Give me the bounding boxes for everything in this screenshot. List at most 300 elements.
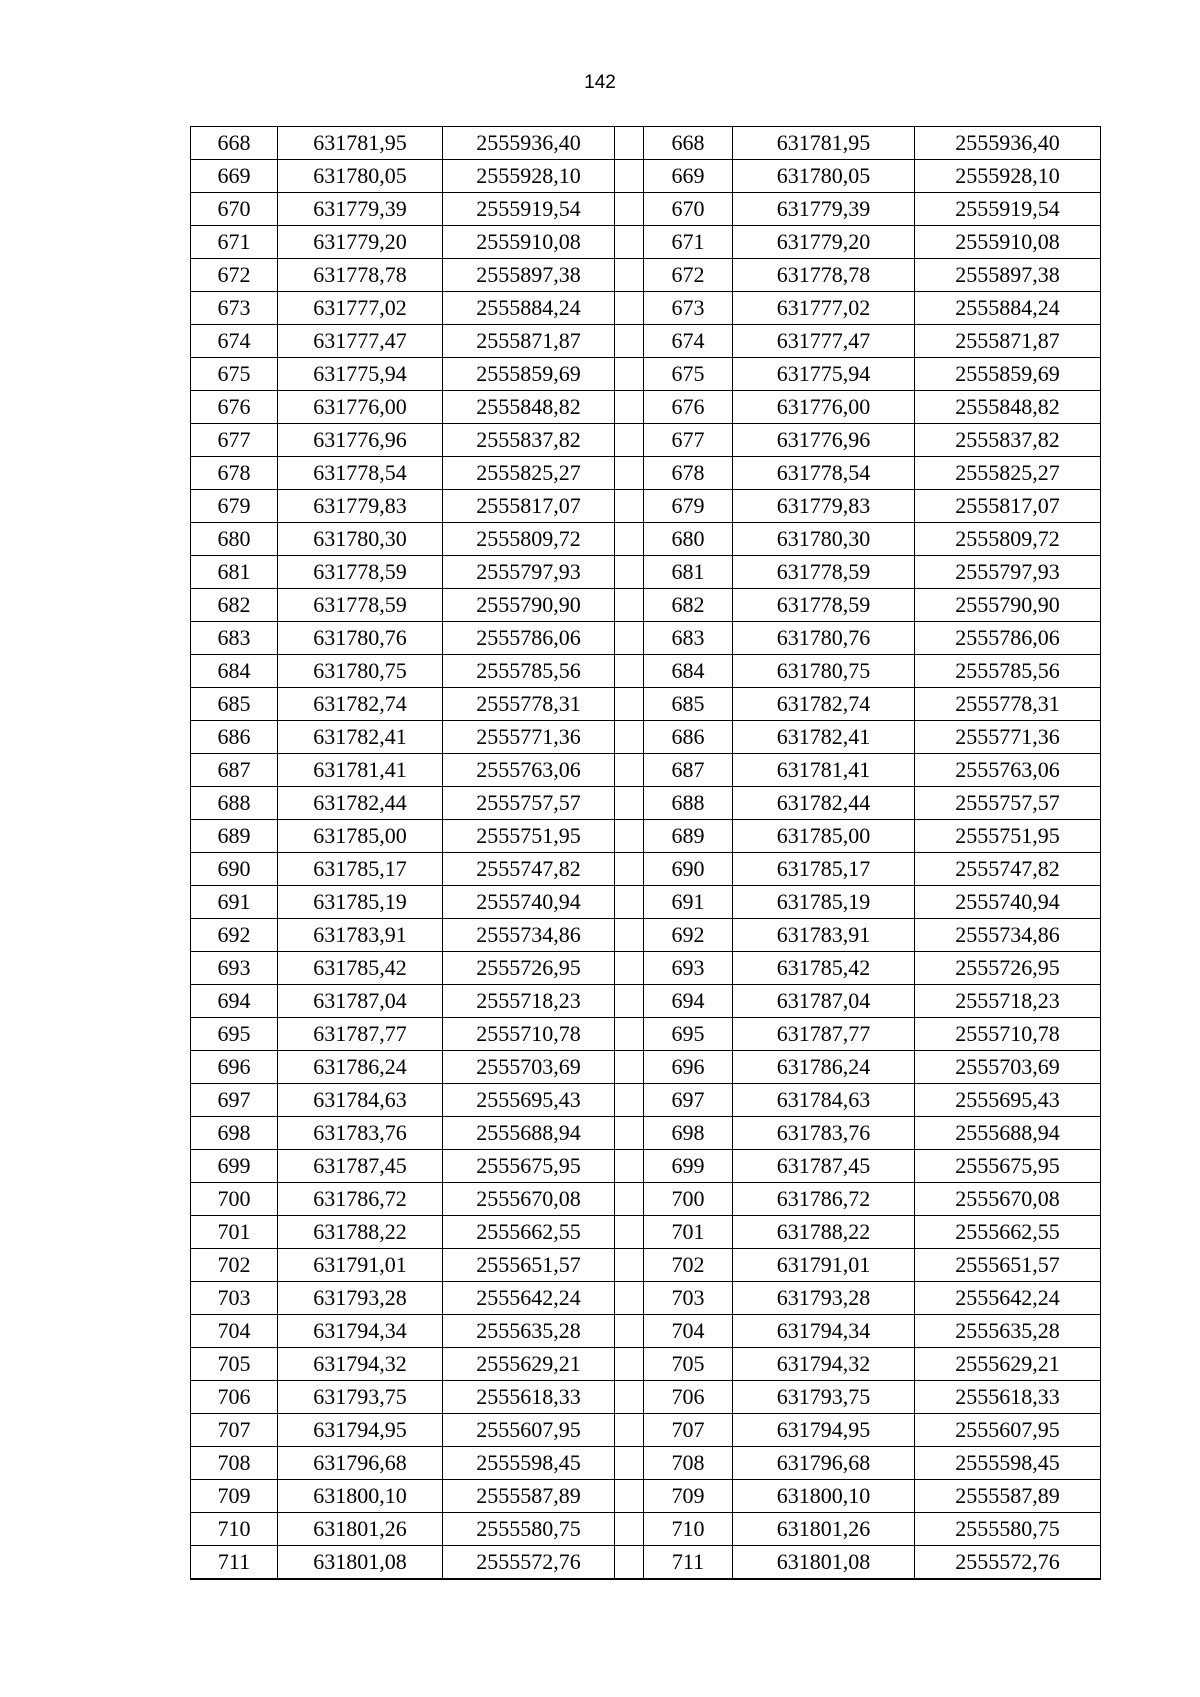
point-number-cell: 674 <box>191 325 278 358</box>
point-number-cell-right: 683 <box>644 622 733 655</box>
x-coordinate-cell-right: 631794,32 <box>733 1348 915 1381</box>
table-row <box>191 919 1101 952</box>
point-number-cell: 689 <box>191 820 278 853</box>
x-coordinate-cell-right: 631780,30 <box>733 523 915 556</box>
y-coordinate-cell-right: 2555703,69 <box>915 1051 1101 1084</box>
coordinates-table <box>190 126 1101 1580</box>
empty-separator-cell <box>615 226 644 259</box>
point-number-cell: 676 <box>191 391 278 424</box>
x-coordinate-cell: 631779,39 <box>278 193 443 226</box>
x-coordinate-cell-right: 631776,96 <box>733 424 915 457</box>
empty-separator-cell <box>615 259 644 292</box>
point-number-cell-right: 681 <box>644 556 733 589</box>
point-number-cell-right: 689 <box>644 820 733 853</box>
x-coordinate-cell-right: 631777,02 <box>733 292 915 325</box>
table-row <box>191 292 1101 325</box>
point-number-cell: 698 <box>191 1117 278 1150</box>
table-row <box>191 1480 1101 1513</box>
y-coordinate-cell-right: 2555809,72 <box>915 523 1101 556</box>
table-row <box>191 259 1101 292</box>
point-number-cell-right: 679 <box>644 490 733 523</box>
table-row <box>191 787 1101 820</box>
point-number-cell: 677 <box>191 424 278 457</box>
x-coordinate-cell: 631778,59 <box>278 556 443 589</box>
table-row <box>191 325 1101 358</box>
empty-separator-cell <box>615 1150 644 1183</box>
empty-separator-cell <box>615 1447 644 1480</box>
y-coordinate-cell: 2555786,06 <box>443 622 615 655</box>
point-number-cell-right: 706 <box>644 1381 733 1414</box>
x-coordinate-cell: 631784,63 <box>278 1084 443 1117</box>
table-row <box>191 1117 1101 1150</box>
x-coordinate-cell-right: 631779,39 <box>733 193 915 226</box>
point-number-cell: 690 <box>191 853 278 886</box>
y-coordinate-cell-right: 2555710,78 <box>915 1018 1101 1051</box>
empty-separator-cell <box>615 985 644 1018</box>
y-coordinate-cell: 2555747,82 <box>443 853 615 886</box>
empty-separator-cell <box>615 853 644 886</box>
x-coordinate-cell: 631782,74 <box>278 688 443 721</box>
y-coordinate-cell: 2555710,78 <box>443 1018 615 1051</box>
empty-separator-cell <box>615 424 644 457</box>
x-coordinate-cell-right: 631778,54 <box>733 457 915 490</box>
point-number-cell: 691 <box>191 886 278 919</box>
point-number-cell-right: 692 <box>644 919 733 952</box>
table-row <box>191 1084 1101 1117</box>
page-number: 142 <box>584 72 616 93</box>
x-coordinate-cell: 631778,59 <box>278 589 443 622</box>
y-coordinate-cell-right: 2555726,95 <box>915 952 1101 985</box>
y-coordinate-cell: 2555785,56 <box>443 655 615 688</box>
y-coordinate-cell: 2555587,89 <box>443 1480 615 1513</box>
y-coordinate-cell-right: 2555936,40 <box>915 127 1101 160</box>
table-row <box>191 1447 1101 1480</box>
y-coordinate-cell-right: 2555662,55 <box>915 1216 1101 1249</box>
x-coordinate-cell-right: 631781,95 <box>733 127 915 160</box>
y-coordinate-cell: 2555572,76 <box>443 1546 615 1580</box>
point-number-cell-right: 694 <box>644 985 733 1018</box>
x-coordinate-cell: 631780,75 <box>278 655 443 688</box>
y-coordinate-cell-right: 2555598,45 <box>915 1447 1101 1480</box>
y-coordinate-cell: 2555797,93 <box>443 556 615 589</box>
x-coordinate-cell: 631794,95 <box>278 1414 443 1447</box>
y-coordinate-cell-right: 2555734,86 <box>915 919 1101 952</box>
table-row <box>191 358 1101 391</box>
y-coordinate-cell-right: 2555618,33 <box>915 1381 1101 1414</box>
x-coordinate-cell-right: 631779,20 <box>733 226 915 259</box>
table-row <box>191 1018 1101 1051</box>
table-row <box>191 886 1101 919</box>
y-coordinate-cell-right: 2555757,57 <box>915 787 1101 820</box>
empty-separator-cell <box>615 820 644 853</box>
point-number-cell-right: 709 <box>644 1480 733 1513</box>
x-coordinate-cell-right: 631787,04 <box>733 985 915 1018</box>
x-coordinate-cell: 631794,32 <box>278 1348 443 1381</box>
x-coordinate-cell-right: 631775,94 <box>733 358 915 391</box>
y-coordinate-cell-right: 2555695,43 <box>915 1084 1101 1117</box>
x-coordinate-cell-right: 631780,76 <box>733 622 915 655</box>
point-number-cell: 708 <box>191 1447 278 1480</box>
point-number-cell: 684 <box>191 655 278 688</box>
empty-separator-cell <box>615 292 644 325</box>
point-number-cell-right: 701 <box>644 1216 733 1249</box>
point-number-cell-right: 690 <box>644 853 733 886</box>
empty-separator-cell <box>615 358 644 391</box>
point-number-cell: 687 <box>191 754 278 787</box>
y-coordinate-cell-right: 2555778,31 <box>915 688 1101 721</box>
y-coordinate-cell: 2555848,82 <box>443 391 615 424</box>
y-coordinate-cell: 2555695,43 <box>443 1084 615 1117</box>
empty-separator-cell <box>615 688 644 721</box>
table-row <box>191 193 1101 226</box>
y-coordinate-cell: 2555718,23 <box>443 985 615 1018</box>
empty-separator-cell <box>615 1381 644 1414</box>
y-coordinate-cell: 2555884,24 <box>443 292 615 325</box>
y-coordinate-cell-right: 2555848,82 <box>915 391 1101 424</box>
x-coordinate-cell: 631782,44 <box>278 787 443 820</box>
y-coordinate-cell: 2555642,24 <box>443 1282 615 1315</box>
point-number-cell-right: 705 <box>644 1348 733 1381</box>
point-number-cell-right: 696 <box>644 1051 733 1084</box>
table-row <box>191 1546 1101 1580</box>
point-number-cell-right: 670 <box>644 193 733 226</box>
x-coordinate-cell: 631788,22 <box>278 1216 443 1249</box>
table-row <box>191 127 1101 160</box>
y-coordinate-cell-right: 2555928,10 <box>915 160 1101 193</box>
x-coordinate-cell: 631800,10 <box>278 1480 443 1513</box>
x-coordinate-cell: 631793,75 <box>278 1381 443 1414</box>
empty-separator-cell <box>615 325 644 358</box>
x-coordinate-cell: 631775,94 <box>278 358 443 391</box>
y-coordinate-cell: 2555910,08 <box>443 226 615 259</box>
empty-separator-cell <box>615 589 644 622</box>
table-row <box>191 160 1101 193</box>
point-number-cell-right: 671 <box>644 226 733 259</box>
y-coordinate-cell: 2555734,86 <box>443 919 615 952</box>
x-coordinate-cell-right: 631794,95 <box>733 1414 915 1447</box>
x-coordinate-cell-right: 631779,83 <box>733 490 915 523</box>
table-row <box>191 589 1101 622</box>
x-coordinate-cell: 631780,76 <box>278 622 443 655</box>
point-number-cell-right: 708 <box>644 1447 733 1480</box>
point-number-cell-right: 686 <box>644 721 733 754</box>
point-number-cell-right: 677 <box>644 424 733 457</box>
x-coordinate-cell: 631782,41 <box>278 721 443 754</box>
point-number-cell-right: 691 <box>644 886 733 919</box>
empty-separator-cell <box>615 1216 644 1249</box>
x-coordinate-cell: 631787,77 <box>278 1018 443 1051</box>
x-coordinate-cell: 631776,96 <box>278 424 443 457</box>
x-coordinate-cell: 631778,78 <box>278 259 443 292</box>
y-coordinate-cell: 2555703,69 <box>443 1051 615 1084</box>
x-coordinate-cell-right: 631786,24 <box>733 1051 915 1084</box>
point-number-cell: 685 <box>191 688 278 721</box>
x-coordinate-cell: 631785,42 <box>278 952 443 985</box>
point-number-cell: 696 <box>191 1051 278 1084</box>
table-row <box>191 424 1101 457</box>
table-row <box>191 853 1101 886</box>
coordinates-table-body <box>191 127 1101 1580</box>
point-number-cell: 707 <box>191 1414 278 1447</box>
x-coordinate-cell-right: 631791,01 <box>733 1249 915 1282</box>
x-coordinate-cell-right: 631785,17 <box>733 853 915 886</box>
point-number-cell: 710 <box>191 1513 278 1546</box>
point-number-cell: 668 <box>191 127 278 160</box>
point-number-cell-right: 703 <box>644 1282 733 1315</box>
x-coordinate-cell-right: 631801,08 <box>733 1546 915 1580</box>
x-coordinate-cell: 631786,72 <box>278 1183 443 1216</box>
point-number-cell: 669 <box>191 160 278 193</box>
point-number-cell: 705 <box>191 1348 278 1381</box>
empty-separator-cell <box>615 754 644 787</box>
table-row <box>191 952 1101 985</box>
table-row <box>191 655 1101 688</box>
y-coordinate-cell: 2555809,72 <box>443 523 615 556</box>
x-coordinate-cell-right: 631776,00 <box>733 391 915 424</box>
x-coordinate-cell-right: 631785,00 <box>733 820 915 853</box>
y-coordinate-cell: 2555580,75 <box>443 1513 615 1546</box>
y-coordinate-cell-right: 2555572,76 <box>915 1546 1101 1580</box>
y-coordinate-cell: 2555859,69 <box>443 358 615 391</box>
y-coordinate-cell-right: 2555675,95 <box>915 1150 1101 1183</box>
point-number-cell-right: 685 <box>644 688 733 721</box>
y-coordinate-cell: 2555936,40 <box>443 127 615 160</box>
empty-separator-cell <box>615 1018 644 1051</box>
x-coordinate-cell: 631785,00 <box>278 820 443 853</box>
y-coordinate-cell: 2555618,33 <box>443 1381 615 1414</box>
table-row <box>191 721 1101 754</box>
table-row <box>191 1216 1101 1249</box>
y-coordinate-cell: 2555825,27 <box>443 457 615 490</box>
point-number-cell-right: 684 <box>644 655 733 688</box>
x-coordinate-cell: 631793,28 <box>278 1282 443 1315</box>
table-row <box>191 754 1101 787</box>
x-coordinate-cell: 631776,00 <box>278 391 443 424</box>
x-coordinate-cell: 631791,01 <box>278 1249 443 1282</box>
y-coordinate-cell-right: 2555884,24 <box>915 292 1101 325</box>
point-number-cell: 673 <box>191 292 278 325</box>
empty-separator-cell <box>615 655 644 688</box>
point-number-cell: 683 <box>191 622 278 655</box>
x-coordinate-cell: 631785,17 <box>278 853 443 886</box>
point-number-cell: 700 <box>191 1183 278 1216</box>
empty-separator-cell <box>615 1051 644 1084</box>
x-coordinate-cell-right: 631801,26 <box>733 1513 915 1546</box>
y-coordinate-cell-right: 2555651,57 <box>915 1249 1101 1282</box>
point-number-cell-right: 702 <box>644 1249 733 1282</box>
y-coordinate-cell-right: 2555859,69 <box>915 358 1101 391</box>
x-coordinate-cell-right: 631780,05 <box>733 160 915 193</box>
x-coordinate-cell: 631785,19 <box>278 886 443 919</box>
point-number-cell-right: 672 <box>644 259 733 292</box>
point-number-cell-right: 707 <box>644 1414 733 1447</box>
y-coordinate-cell-right: 2555747,82 <box>915 853 1101 886</box>
point-number-cell-right: 675 <box>644 358 733 391</box>
x-coordinate-cell: 631780,05 <box>278 160 443 193</box>
point-number-cell-right: 678 <box>644 457 733 490</box>
table-row <box>191 1051 1101 1084</box>
x-coordinate-cell-right: 631782,74 <box>733 688 915 721</box>
point-number-cell: 711 <box>191 1546 278 1580</box>
x-coordinate-cell-right: 631800,10 <box>733 1480 915 1513</box>
point-number-cell: 672 <box>191 259 278 292</box>
y-coordinate-cell-right: 2555607,95 <box>915 1414 1101 1447</box>
y-coordinate-cell-right: 2555718,23 <box>915 985 1101 1018</box>
point-number-cell-right: 700 <box>644 1183 733 1216</box>
point-number-cell: 675 <box>191 358 278 391</box>
table-row <box>191 226 1101 259</box>
table-row <box>191 622 1101 655</box>
y-coordinate-cell-right: 2555897,38 <box>915 259 1101 292</box>
point-number-cell: 692 <box>191 919 278 952</box>
point-number-cell-right: 697 <box>644 1084 733 1117</box>
y-coordinate-cell: 2555629,21 <box>443 1348 615 1381</box>
table-row <box>191 1150 1101 1183</box>
point-number-cell: 682 <box>191 589 278 622</box>
point-number-cell: 680 <box>191 523 278 556</box>
y-coordinate-cell-right: 2555751,95 <box>915 820 1101 853</box>
x-coordinate-cell: 631783,91 <box>278 919 443 952</box>
point-number-cell-right: 688 <box>644 787 733 820</box>
empty-separator-cell <box>615 1546 644 1580</box>
table-row <box>191 688 1101 721</box>
empty-separator-cell <box>615 127 644 160</box>
empty-separator-cell <box>615 490 644 523</box>
x-coordinate-cell-right: 631778,78 <box>733 259 915 292</box>
y-coordinate-cell-right: 2555642,24 <box>915 1282 1101 1315</box>
y-coordinate-cell-right: 2555635,28 <box>915 1315 1101 1348</box>
empty-separator-cell <box>615 1117 644 1150</box>
x-coordinate-cell: 631779,20 <box>278 226 443 259</box>
x-coordinate-cell: 631786,24 <box>278 1051 443 1084</box>
empty-separator-cell <box>615 457 644 490</box>
point-number-cell-right: 682 <box>644 589 733 622</box>
point-number-cell: 686 <box>191 721 278 754</box>
empty-separator-cell <box>615 193 644 226</box>
table-row <box>191 985 1101 1018</box>
empty-separator-cell <box>615 622 644 655</box>
point-number-cell-right: 687 <box>644 754 733 787</box>
y-coordinate-cell: 2555740,94 <box>443 886 615 919</box>
y-coordinate-cell-right: 2555837,82 <box>915 424 1101 457</box>
x-coordinate-cell: 631781,41 <box>278 754 443 787</box>
y-coordinate-cell: 2555635,28 <box>443 1315 615 1348</box>
point-number-cell-right: 710 <box>644 1513 733 1546</box>
y-coordinate-cell-right: 2555587,89 <box>915 1480 1101 1513</box>
point-number-cell-right: 695 <box>644 1018 733 1051</box>
point-number-cell-right: 698 <box>644 1117 733 1150</box>
x-coordinate-cell: 631787,45 <box>278 1150 443 1183</box>
point-number-cell: 701 <box>191 1216 278 1249</box>
x-coordinate-cell-right: 631782,41 <box>733 721 915 754</box>
x-coordinate-cell-right: 631778,59 <box>733 556 915 589</box>
y-coordinate-cell: 2555651,57 <box>443 1249 615 1282</box>
empty-separator-cell <box>615 1249 644 1282</box>
y-coordinate-cell: 2555817,07 <box>443 490 615 523</box>
table-row <box>191 490 1101 523</box>
point-number-cell: 694 <box>191 985 278 1018</box>
y-coordinate-cell-right: 2555871,87 <box>915 325 1101 358</box>
x-coordinate-cell-right: 631796,68 <box>733 1447 915 1480</box>
y-coordinate-cell: 2555688,94 <box>443 1117 615 1150</box>
point-number-cell: 706 <box>191 1381 278 1414</box>
y-coordinate-cell: 2555871,87 <box>443 325 615 358</box>
point-number-cell: 695 <box>191 1018 278 1051</box>
y-coordinate-cell-right: 2555797,93 <box>915 556 1101 589</box>
point-number-cell: 670 <box>191 193 278 226</box>
x-coordinate-cell-right: 631793,28 <box>733 1282 915 1315</box>
x-coordinate-cell: 631801,26 <box>278 1513 443 1546</box>
point-number-cell: 681 <box>191 556 278 589</box>
empty-separator-cell <box>615 1348 644 1381</box>
y-coordinate-cell: 2555757,57 <box>443 787 615 820</box>
y-coordinate-cell-right: 2555786,06 <box>915 622 1101 655</box>
empty-separator-cell <box>615 952 644 985</box>
x-coordinate-cell-right: 631778,59 <box>733 589 915 622</box>
point-number-cell: 688 <box>191 787 278 820</box>
x-coordinate-cell-right: 631786,72 <box>733 1183 915 1216</box>
y-coordinate-cell: 2555598,45 <box>443 1447 615 1480</box>
x-coordinate-cell: 631780,30 <box>278 523 443 556</box>
point-number-cell: 699 <box>191 1150 278 1183</box>
y-coordinate-cell-right: 2555688,94 <box>915 1117 1101 1150</box>
point-number-cell: 671 <box>191 226 278 259</box>
y-coordinate-cell: 2555670,08 <box>443 1183 615 1216</box>
point-number-cell-right: 704 <box>644 1315 733 1348</box>
x-coordinate-cell-right: 631788,22 <box>733 1216 915 1249</box>
y-coordinate-cell: 2555763,06 <box>443 754 615 787</box>
point-number-cell-right: 693 <box>644 952 733 985</box>
empty-separator-cell <box>615 391 644 424</box>
empty-separator-cell <box>615 1513 644 1546</box>
point-number-cell: 697 <box>191 1084 278 1117</box>
y-coordinate-cell-right: 2555740,94 <box>915 886 1101 919</box>
x-coordinate-cell: 631779,83 <box>278 490 443 523</box>
empty-separator-cell <box>615 1282 644 1315</box>
y-coordinate-cell-right: 2555771,36 <box>915 721 1101 754</box>
y-coordinate-cell: 2555662,55 <box>443 1216 615 1249</box>
x-coordinate-cell: 631778,54 <box>278 457 443 490</box>
empty-separator-cell <box>615 787 644 820</box>
table-row <box>191 1315 1101 1348</box>
point-number-cell: 709 <box>191 1480 278 1513</box>
point-number-cell: 702 <box>191 1249 278 1282</box>
point-number-cell-right: 669 <box>644 160 733 193</box>
table-row <box>191 1183 1101 1216</box>
x-coordinate-cell: 631777,02 <box>278 292 443 325</box>
y-coordinate-cell-right: 2555910,08 <box>915 226 1101 259</box>
empty-separator-cell <box>615 1084 644 1117</box>
table-row <box>191 820 1101 853</box>
point-number-cell-right: 673 <box>644 292 733 325</box>
empty-separator-cell <box>615 919 644 952</box>
y-coordinate-cell: 2555751,95 <box>443 820 615 853</box>
y-coordinate-cell: 2555837,82 <box>443 424 615 457</box>
y-coordinate-cell-right: 2555825,27 <box>915 457 1101 490</box>
x-coordinate-cell-right: 631784,63 <box>733 1084 915 1117</box>
table-row <box>191 523 1101 556</box>
x-coordinate-cell-right: 631785,19 <box>733 886 915 919</box>
point-number-cell-right: 711 <box>644 1546 733 1580</box>
empty-separator-cell <box>615 886 644 919</box>
table-row <box>191 391 1101 424</box>
empty-separator-cell <box>615 160 644 193</box>
y-coordinate-cell: 2555726,95 <box>443 952 615 985</box>
x-coordinate-cell-right: 631785,42 <box>733 952 915 985</box>
point-number-cell: 679 <box>191 490 278 523</box>
y-coordinate-cell: 2555675,95 <box>443 1150 615 1183</box>
empty-separator-cell <box>615 1480 644 1513</box>
